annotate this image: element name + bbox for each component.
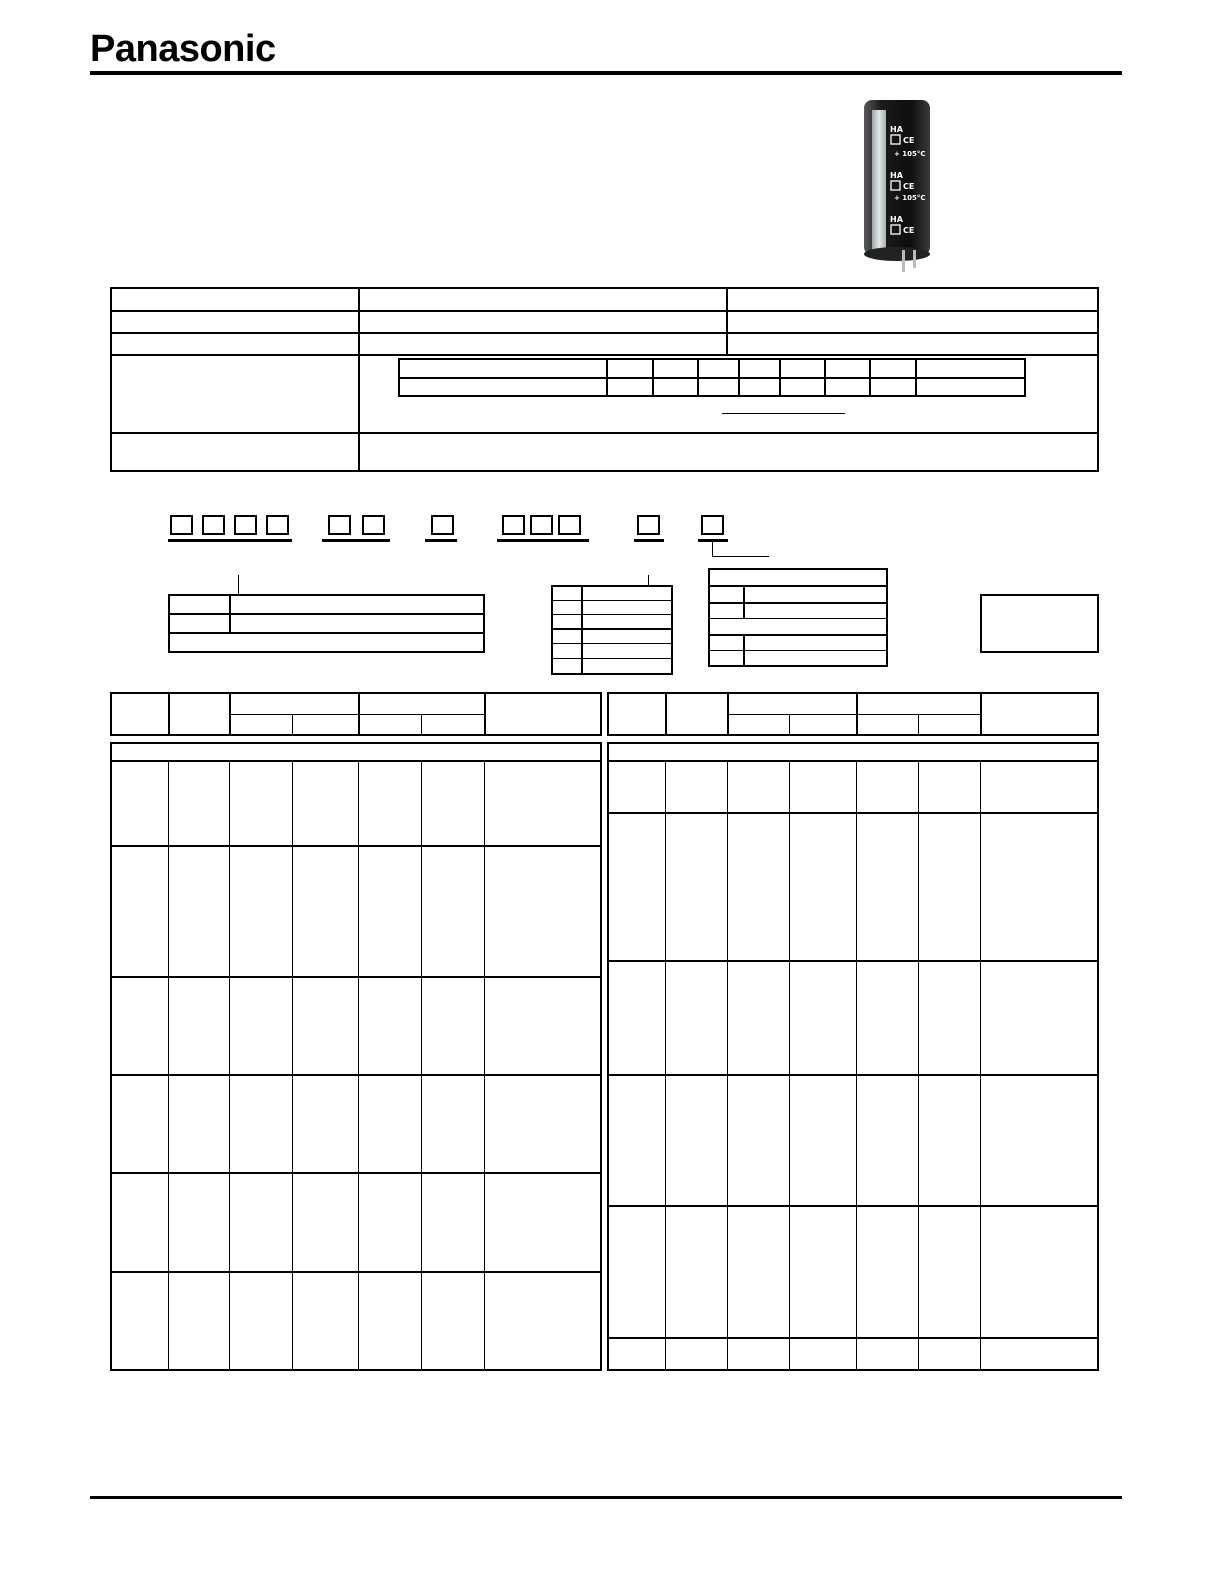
ratings-group-divider bbox=[607, 1074, 1099, 1076]
code-box bbox=[502, 515, 525, 535]
ratings-col bbox=[665, 692, 667, 736]
code-table-row bbox=[168, 613, 485, 615]
ratings-group-divider bbox=[607, 960, 1099, 962]
spec-row-divider bbox=[110, 310, 1099, 312]
code-table-row bbox=[551, 643, 673, 644]
ratings-col bbox=[421, 760, 422, 1371]
ratings-col bbox=[358, 760, 359, 1371]
code-table-row bbox=[551, 628, 673, 630]
code-group-underline bbox=[322, 539, 390, 542]
ratings-col bbox=[789, 760, 790, 1371]
ratings-col bbox=[918, 760, 919, 1371]
ratings-col bbox=[980, 760, 981, 1371]
spec-col-divider bbox=[726, 287, 728, 355]
ratings-col bbox=[918, 714, 919, 736]
product-photo bbox=[858, 100, 938, 275]
ratings-col bbox=[292, 760, 293, 1371]
code-table-col bbox=[743, 585, 745, 619]
svg-text:+ 105°C: + 105°C bbox=[894, 150, 926, 158]
svg-text:HA: HA bbox=[890, 215, 903, 224]
code-box bbox=[170, 515, 193, 535]
ratings-group-divider bbox=[110, 1172, 602, 1174]
code-box bbox=[558, 515, 581, 535]
code-group-underline bbox=[634, 539, 664, 542]
df-row-divider bbox=[398, 377, 1026, 379]
ratings-group-divider bbox=[607, 1205, 1099, 1207]
code-leader-line bbox=[712, 556, 769, 557]
code-table-row bbox=[708, 602, 888, 604]
code-box bbox=[234, 515, 257, 535]
svg-text:+ 105°C: + 105°C bbox=[894, 194, 926, 202]
code-table-row bbox=[708, 618, 888, 619]
code-table-series bbox=[168, 594, 485, 653]
ratings-table-right-section bbox=[607, 742, 1099, 762]
code-table-row bbox=[551, 614, 673, 615]
code-table-tolerance bbox=[551, 585, 673, 675]
ratings-table-right-body bbox=[607, 760, 1099, 1371]
ratings-group-divider bbox=[110, 1074, 602, 1076]
svg-text:CE: CE bbox=[903, 136, 915, 145]
code-box bbox=[637, 515, 660, 535]
code-group-underline bbox=[168, 539, 292, 542]
ratings-group-divider bbox=[607, 1337, 1099, 1339]
ratings-col bbox=[168, 692, 170, 736]
df-col-divider bbox=[869, 358, 871, 397]
code-table-row bbox=[551, 600, 673, 601]
code-group-underline bbox=[698, 539, 728, 542]
code-group-underline bbox=[497, 539, 589, 542]
spec-row-divider bbox=[110, 332, 1099, 334]
code-table-row bbox=[168, 632, 485, 634]
svg-text:HA: HA bbox=[890, 125, 903, 134]
capacitor-photo bbox=[858, 100, 938, 275]
code-group-underline bbox=[425, 539, 457, 542]
svg-text:CE: CE bbox=[903, 226, 915, 235]
df-col-divider bbox=[738, 358, 740, 397]
code-box bbox=[266, 515, 289, 535]
df-col-divider bbox=[779, 358, 781, 397]
code-box bbox=[202, 515, 225, 535]
code-box bbox=[362, 515, 385, 535]
code-table-col bbox=[743, 634, 745, 667]
ratings-group-divider bbox=[110, 976, 602, 978]
footer-rule bbox=[90, 1496, 1122, 1499]
ratings-table-left-body bbox=[110, 760, 602, 1371]
ratings-subheader-row bbox=[727, 714, 981, 715]
code-box bbox=[328, 515, 351, 535]
df-col-divider bbox=[697, 358, 699, 397]
ratings-col bbox=[727, 760, 728, 1371]
ratings-subheader-row bbox=[229, 714, 485, 715]
brand-logo: Panasonic bbox=[90, 28, 276, 70]
spec-row-divider bbox=[110, 432, 1099, 434]
ratings-col bbox=[484, 760, 485, 1371]
code-leader-line bbox=[712, 542, 713, 557]
code-table-row bbox=[551, 658, 673, 659]
code-box bbox=[431, 515, 454, 535]
ratings-group-divider bbox=[110, 1271, 602, 1273]
code-box bbox=[530, 515, 553, 535]
ratings-col bbox=[665, 760, 666, 1371]
code-table-row bbox=[708, 585, 888, 587]
header-rule bbox=[90, 71, 1122, 75]
code-table-row bbox=[708, 634, 888, 636]
ratings-col bbox=[421, 714, 422, 736]
code-table-col bbox=[229, 594, 231, 633]
df-col-divider bbox=[652, 358, 654, 397]
df-col-divider bbox=[824, 358, 826, 397]
df-col-divider bbox=[606, 358, 608, 397]
ratings-group-divider bbox=[607, 812, 1099, 814]
code-table-row bbox=[708, 650, 888, 651]
svg-text:HA: HA bbox=[890, 171, 903, 180]
df-note-underline bbox=[722, 413, 845, 414]
df-col-divider bbox=[915, 358, 917, 397]
ratings-table-left-section bbox=[110, 742, 602, 762]
svg-text:CE: CE bbox=[903, 182, 915, 191]
ratings-group-divider bbox=[110, 845, 602, 847]
spec-col-divider bbox=[358, 287, 360, 472]
code-leader-line bbox=[238, 575, 239, 595]
ratings-col bbox=[856, 760, 857, 1371]
code-box bbox=[701, 515, 724, 535]
ratings-col bbox=[789, 714, 790, 736]
ratings-col bbox=[229, 760, 230, 1371]
note-box bbox=[980, 594, 1099, 653]
ratings-col bbox=[168, 760, 169, 1371]
code-table-col bbox=[581, 585, 583, 675]
spec-row-divider bbox=[110, 354, 1099, 356]
ratings-col bbox=[292, 714, 293, 736]
